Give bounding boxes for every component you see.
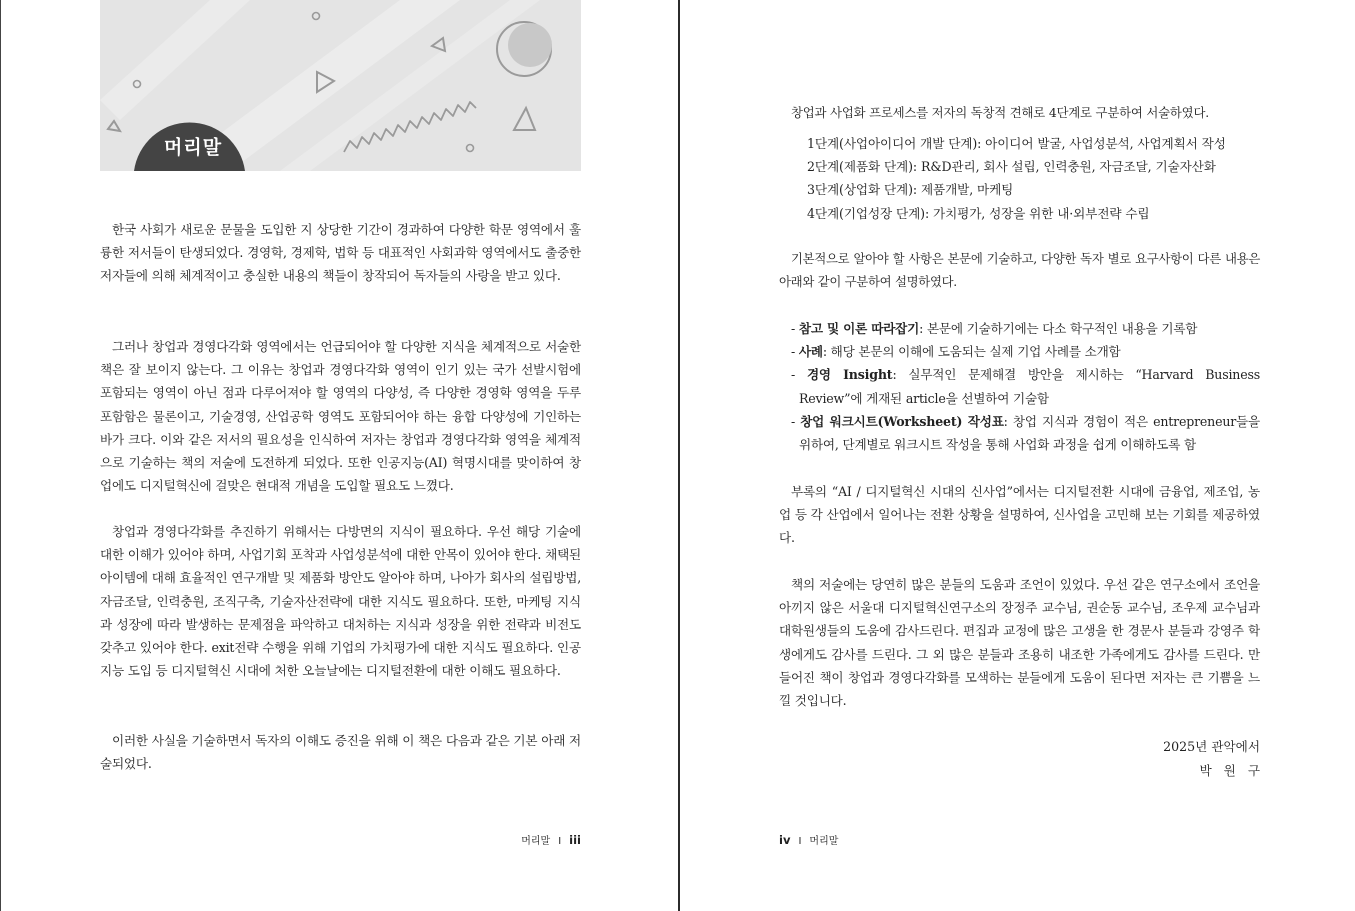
footer-separator: I bbox=[558, 836, 562, 847]
feature-desc: : 해당 본문의 이해에 도움되는 실제 기업 사례를 소개함 bbox=[822, 344, 1121, 360]
paragraph-2: 그러나 창업과 경영다각화 영역에서는 언급되어야 할 다양한 지식을 체계적으로 서술한 책은 잘 보이지 않는다. 그 이유는 창업과 경영다각화 영역이 인기 있는 국가 선발시험에 포함되는 영역이 아닌 점과 다루어져야 할 영역의 다양성, 즉 다양한 경영학 영역을 두루 포함함은 물론이고, 기술경영, 산업공학 영역도 포함되어야 하는 융합 다양성에 기인하는 바가 크다. 이와 같은 저서의 필요성을 인식하여 저자는 창업과 경영다각화 영역을 체계적으로 기술하는 책의 저술에 도전하게 되었다. 또한 인공지능(AI) 혁명시대를 맞이하여 창업에도 디지털혁신에 걸맞은 현대적 개념을 도입할 필요도 느꼈다. bbox=[100, 339, 581, 494]
paragraph-3: 창업과 경영다각화를 추진하기 위해서는 다방면의 지식이 필요하다. 우선 해당 기술에 대한 이해가 있어야 하며, 사업기회 포착과 사업성분석에 대한 안목이 있어야 한다. 채택된 아이템에 대해 효율적인 연구개발 및 제품화 방안도 알아야 하며, 나아가 회사의 설립방법, 자금조달, 인력충원, 조직구축, 기술자산전략에 대한 지식도 필요하다. 또한, 마케팅 지식과 성장에 따라 발생하는 문제점을 파악하고 대처하는 지식과 성장을 위한 전략과 비전도 갖추고 있어야 한다. exit전략 수행을 위해 기업의 가치평가에 대한 지식도 필요하다. 인공지능 도입 등 디지털혁신 시대에 처한 오늘날에는 디지털전환에 대한 이해도 필요하다. bbox=[100, 524, 581, 679]
feature-bullet: - bbox=[791, 367, 796, 383]
feature-item bbox=[791, 410, 1260, 456]
stage-item: 1단계(사업아이디어 개발 단계): 아이디어 발굴, 사업성분석, 사업계획서 작성 bbox=[807, 136, 1226, 151]
stage-item: 3단계(상업화 단계): 제품개발, 마케팅 bbox=[807, 182, 1014, 198]
stages-intro: 창업과 사업화 프로세스를 저자의 독창적 견해로 4단계로 구분하여 서술하였다. bbox=[791, 105, 1209, 120]
feature-item bbox=[791, 363, 1260, 409]
stage-item: 4단계(기업성장 단계): 가치평가, 성장을 위한 내·외부전략 수립 bbox=[807, 205, 1150, 221]
feature-desc: : 창업 지식과 경험이 적은 entrepreneur들을 위하여, 단계별로 워크시트 작성을 통해 사업화 과정을 쉽게 이해하도록 함 bbox=[799, 413, 1260, 453]
feature-item bbox=[791, 317, 1260, 340]
feature-term: 사례 bbox=[798, 344, 823, 360]
paragraph-appendix: 부록의 “AI / 디지털혁신 시대의 신사업”에서는 디지털전환 시대에 금융업, 제조업, 농업 등 각 산업에서 일어나는 전환 상황을 설명하여, 신사업을 고민해 보는 기회를 제공하였다. bbox=[779, 484, 1260, 546]
page-number: iv bbox=[779, 833, 791, 847]
book-spine-divider bbox=[678, 0, 680, 911]
paragraph-1: 한국 사회가 새로운 문물을 도입한 지 상당한 기간이 경과하여 다양한 학문 영역에서 훌륭한 저서들이 탄생되었다. 경영학, 경제학, 법학 등 대표적인 사회과학 영역에서도 출중한 저자들에 의해 체계적이고 충실한 내용의 책들이 창작되어 독자들의 사랑을 받고 있다. bbox=[100, 222, 581, 284]
feature-list bbox=[791, 317, 1260, 456]
feature-bullet: - bbox=[791, 413, 796, 429]
feature-desc: : 본문에 기술하기에는 다소 학구적인 내용을 기록함 bbox=[919, 321, 1198, 336]
chapter-banner bbox=[100, 0, 581, 171]
stage-item: 2단계(제품화 단계): R&D관리, 회사 설립, 인력충원, 자금조달, 기술자산화 bbox=[807, 159, 1216, 175]
feature-term: 참고 및 이론 따라잡기 bbox=[798, 321, 920, 336]
right-page-footer bbox=[779, 832, 838, 847]
feature-item bbox=[791, 340, 1260, 363]
signature-author: 박 원 구 bbox=[1199, 763, 1264, 778]
feature-term: 창업 워크시트(Worksheet) 작성표 bbox=[800, 413, 1004, 429]
paragraph-thanks: 책의 저술에는 당연히 많은 분들의 도움과 조언이 있었다. 우선 같은 연구소에서 조언을 아끼지 않은 서울대 디지털혁신연구소의 장정주 교수님, 권순동 교수님, 조우제 교수님과 대학원생들의 도움에 감사드린다. 편집과 교정에 많은 고생을 한 경문사 분들과 강영주 학생에게도 감사를 드린다. 그 외 많은 분들과 조용히 내조한 가족에게도 감사를 드린다. 만들어진 책이 창업과 경영다각화를 모색하는 분들에게 도움이 된다면 저자는 큰 기쁨을 느낄 것입니다. bbox=[779, 577, 1260, 709]
chapter-title: 머리말 bbox=[164, 136, 223, 159]
paragraph-basic: 기본적으로 알아야 할 사항은 본문에 기술하고, 다양한 독자 별로 요구사항이 다른 내용은 아래와 같이 구분하여 설명하였다. bbox=[779, 251, 1260, 290]
stage-list bbox=[807, 132, 1259, 225]
signature-date: 2025년 관악에서 bbox=[1163, 739, 1260, 754]
feature-term: 경영 Insight bbox=[806, 367, 893, 383]
footer-section-label: 머리말 bbox=[809, 836, 839, 847]
left-page bbox=[100, 0, 581, 911]
paragraph-4: 이러한 사실을 기술하면서 독자의 이해도 증진을 위해 이 책은 다음과 같은 기본 아래 저술되었다. bbox=[100, 733, 581, 772]
footer-separator: I bbox=[798, 836, 802, 847]
feature-bullet: - bbox=[791, 321, 796, 336]
page-number: iii bbox=[569, 833, 581, 847]
left-page-footer bbox=[521, 832, 581, 847]
feature-bullet: - bbox=[791, 344, 796, 360]
feature-desc: : 실무적인 문제해결 방안을 제시하는 “Harvard Business Review”에 게재된 article을 선별하여 기술함 bbox=[799, 367, 1260, 406]
left-page-edge bbox=[0, 0, 1, 911]
footer-section-label: 머리말 bbox=[521, 836, 551, 847]
right-page bbox=[779, 0, 1264, 911]
